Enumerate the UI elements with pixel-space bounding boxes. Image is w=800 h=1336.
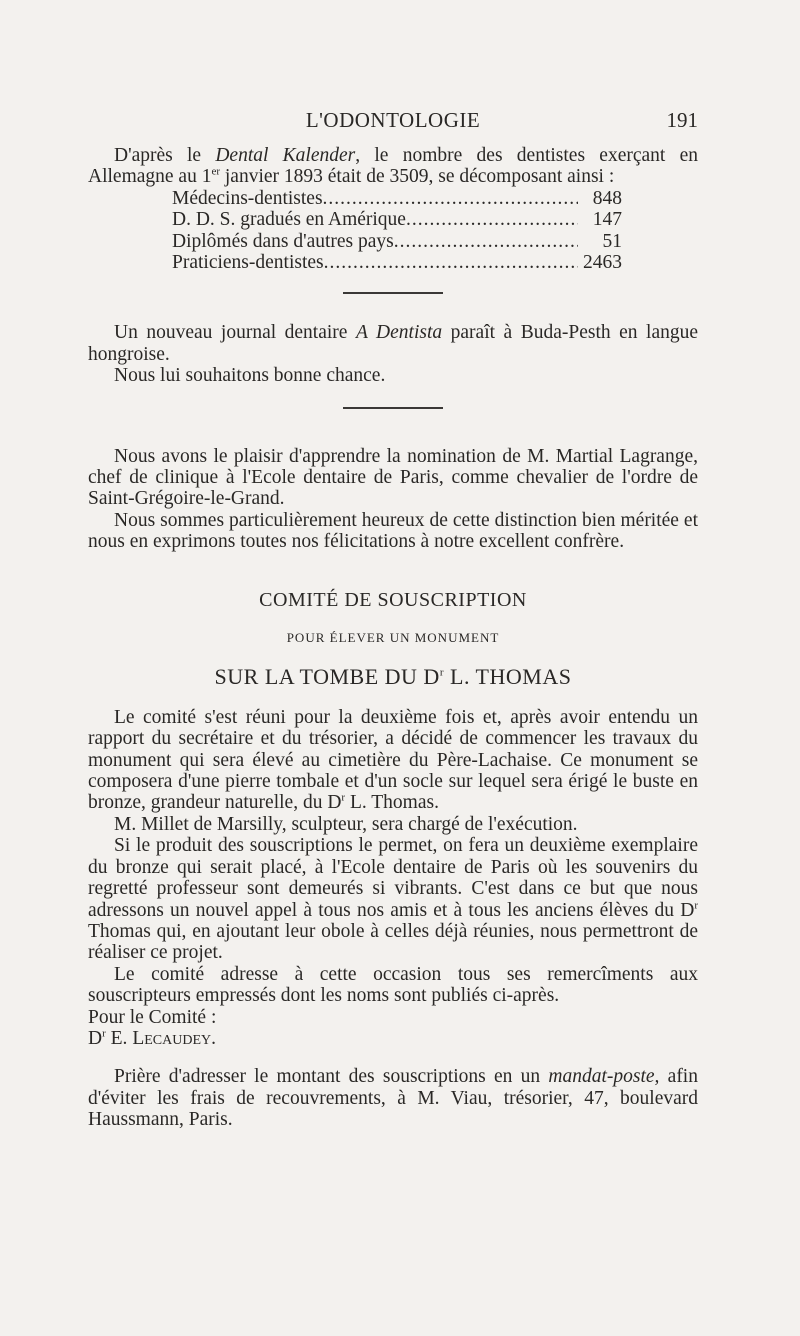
stat-value: 51 xyxy=(602,230,622,252)
committee-paragraph-1 xyxy=(88,707,698,814)
text-run: Si le produit des souscriptions le permet, on fera un deuxième exemplaire du bronze qui serait placé, à l'Ecole dentaire de Paris où les souvenirs du regretté professeur sont demeurés si vibrants. C'est dans ce but que nous adressons un nouvel appel à tous nos amis et à tous les anciens élèves du D xyxy=(88,835,698,921)
page-body xyxy=(88,145,698,1131)
text-run: afin d'éviter les frais de recouvrements, à M. Viau, trésorier, 47, boulevard Haussmann, Paris. xyxy=(88,1066,698,1131)
text-run: paraît à Buda-Pesth en langue hongroise. xyxy=(88,322,699,365)
superscript: er xyxy=(211,165,221,178)
kalender-title: Dental Kalender xyxy=(215,145,356,166)
leader-dots xyxy=(406,209,578,230)
text-run: Un nouveau journal dentaire xyxy=(114,322,356,344)
page-number: 191 xyxy=(666,108,698,132)
leader-dots xyxy=(394,231,578,252)
closing-paragraph xyxy=(88,1066,698,1130)
leader-dots xyxy=(324,252,578,273)
section-divider xyxy=(343,292,443,294)
text-run: L. THOMAS xyxy=(444,664,572,690)
text-run: D'après le xyxy=(114,145,216,166)
stat-row xyxy=(172,252,622,273)
stat-row xyxy=(172,209,622,230)
journal-title: L'ODONTOLOGIE xyxy=(305,108,481,132)
stat-value: 848 xyxy=(592,187,622,209)
journal-paragraph xyxy=(88,322,698,365)
text-run: Prière d'adresser le montant des souscriptions en un xyxy=(114,1066,549,1088)
text-run: , le nombre des dentistes exerçant en Allemagne au 1 xyxy=(88,145,698,188)
text-run: D xyxy=(88,1027,103,1049)
text-run: L. Thomas. xyxy=(345,792,439,814)
stat-label: Diplômés dans d'autres pays xyxy=(172,230,394,252)
signatory-name: Lecaudey. xyxy=(132,1027,216,1049)
running-header xyxy=(88,108,698,138)
committee-heading: COMITÉ DE SOUSCRIPTION xyxy=(259,588,527,611)
stat-label: Praticiens-dentistes xyxy=(172,251,324,273)
committee-paragraph-2: M. Millet de Marsilly, sculpteur, sera chargé de l'exécution. xyxy=(114,813,578,835)
stat-label: Médecins-dentistes xyxy=(172,187,323,209)
superscript: r xyxy=(439,667,444,680)
mandat-poste: mandat-poste, xyxy=(548,1066,660,1088)
section-divider xyxy=(343,407,443,409)
nomination-paragraph: Nous avons le plaisir d'apprendre la nomination de M. Martial Lagrange, chef de clinique à l'Ecole dentaire de Paris, comme chevalier de l'ordre de Saint-Grégoire-le-Grand. xyxy=(88,445,698,510)
committee-subheading: POUR ÉLEVER UN MONUMENT xyxy=(286,630,500,646)
superscript: r xyxy=(102,1027,106,1040)
superscript: r xyxy=(341,791,346,804)
text-run: E. xyxy=(105,1027,133,1049)
stat-row xyxy=(172,231,622,252)
congratulations-paragraph: Nous sommes particulièrement heureux de cette distinction bien méritée et nous en exprimons toutes nos félicitations à notre excellent confrère. xyxy=(88,509,698,553)
journal-wish-paragraph: Nous lui souhaitons bonne chance. xyxy=(114,365,386,387)
stat-row xyxy=(172,188,622,209)
signature-line-2 xyxy=(88,1028,698,1049)
committee-title xyxy=(88,664,698,690)
committee-paragraph-3 xyxy=(88,835,698,963)
text-run: SUR LA TOMBE DU D xyxy=(214,664,440,690)
stat-value: 2463 xyxy=(583,251,622,273)
committee-paragraph-4: Le comité adresse à cette occasion tous ses remercîments aux souscripteurs empressés dont les noms sont publiés ci-après. xyxy=(88,963,698,1007)
kalender-paragraph xyxy=(88,145,698,188)
signature-line-1: Pour le Comité : xyxy=(88,1006,217,1028)
superscript: r xyxy=(694,899,698,911)
dentist-stats-list xyxy=(172,188,622,274)
stat-value: 147 xyxy=(592,209,622,231)
journal-name: A Dentista xyxy=(355,322,443,344)
text-run: janvier 1893 était de 3509, se décomposant ainsi : xyxy=(220,166,615,188)
text-run: Le comité s'est réuni pour la deuxième fois et, après avoir entendu un rapport du secrétaire et du trésorier, a décidé de commencer les travaux du monument qui sera élevé au cimetière du Père-Lachaise. Ce monument se composera d'une pierre tombale et d'un socle sur lequel sera érigé le buste en bronze, grandeur naturelle, du D xyxy=(88,706,698,814)
stat-label: D. D. S. gradués en Amérique xyxy=(172,209,406,231)
leader-dots xyxy=(323,188,578,209)
text-run: Thomas qui, en ajoutant leur obole à celles déjà réunies, nous permettront de réaliser ce projet. xyxy=(88,920,698,964)
